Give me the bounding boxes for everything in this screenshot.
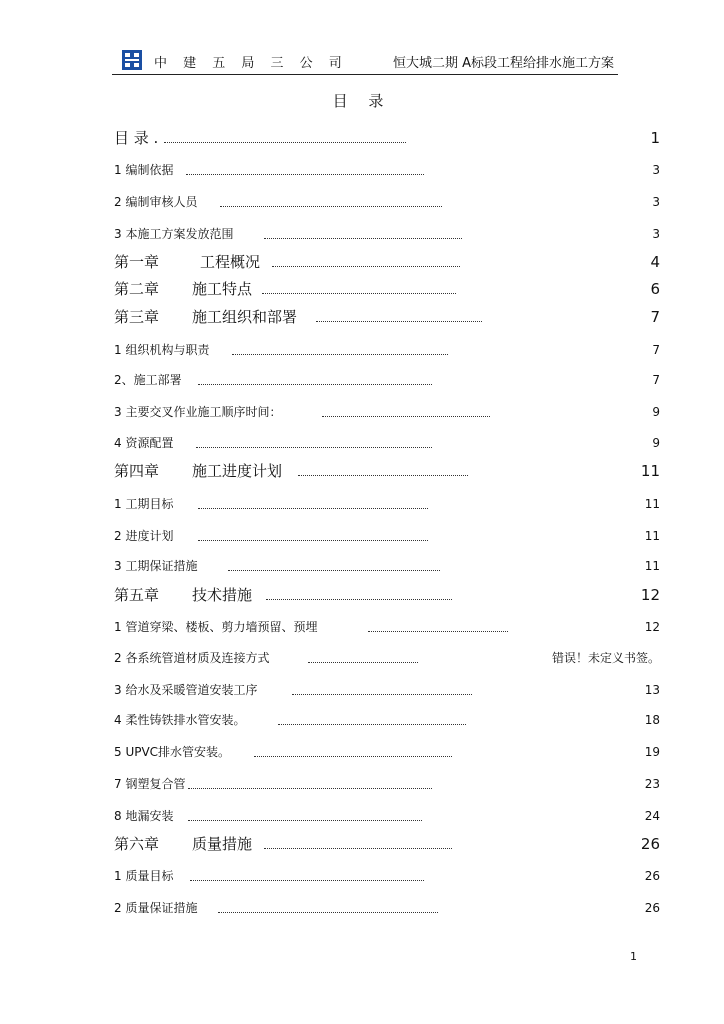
toc-entry[interactable] <box>114 556 660 576</box>
toc-entry[interactable] <box>114 806 660 826</box>
toc-chapter-label: 第三章 <box>114 308 160 326</box>
toc-page-number: 18 <box>644 713 660 727</box>
toc-entry[interactable] <box>114 224 660 244</box>
page-number: 1 <box>630 950 637 963</box>
toc-page-number: 4 <box>650 253 660 271</box>
toc-entry-title: 1 组织机构与职责 <box>114 343 210 357</box>
toc-dot-leader <box>218 912 438 913</box>
toc-page-number: 错误！未定义书签。 <box>551 651 660 665</box>
toc-page-number: 1 <box>650 129 660 147</box>
toc-dot-leader <box>188 788 432 789</box>
toc-page-number: 19 <box>644 745 660 759</box>
project-name: 恒大城二期 A标段工程给排水施工方案 <box>392 56 614 71</box>
toc-entry-title: 施工特点 <box>192 280 253 298</box>
toc-entry-heading <box>114 307 297 327</box>
toc-entry-title: 1 工期目标 <box>114 497 174 511</box>
toc-entry-heading <box>114 252 260 272</box>
toc-entry-title: 3 给水及采暖管道安装工序 <box>114 683 258 697</box>
toc-page-number: 26 <box>640 835 660 853</box>
toc-dot-leader <box>220 206 442 207</box>
toc-page-number: 9 <box>652 436 660 450</box>
toc-entry[interactable] <box>114 585 660 605</box>
toc-page-number: 12 <box>640 586 660 604</box>
toc-entry[interactable] <box>114 774 660 794</box>
toc-dot-leader <box>188 820 422 821</box>
toc-page-number: 3 <box>652 163 660 177</box>
toc-entry-title: 1 管道穿梁、楼板、剪力墙预留、预埋 <box>114 620 318 634</box>
toc-entry-title: 目 录 . <box>114 129 159 147</box>
toc-entry[interactable] <box>114 340 660 360</box>
toc-entry-title: 2 各系统管道材质及连接方式 <box>114 651 270 665</box>
toc-entry[interactable] <box>114 680 660 700</box>
toc-entry-heading <box>114 834 252 854</box>
toc-page-number: 12 <box>644 620 660 634</box>
toc-entry[interactable] <box>114 526 660 546</box>
toc-dot-leader <box>198 384 432 385</box>
toc-entry[interactable] <box>114 279 660 299</box>
toc-dot-leader <box>190 880 424 881</box>
toc-entry-title: 质量措施 <box>192 835 253 853</box>
toc-entry-title: 工程概况 <box>200 253 261 271</box>
toc-page-number: 7 <box>652 373 660 387</box>
toc-entry-title: 施工组织和部署 <box>192 308 298 326</box>
toc-entry-title: 5 UPVC排水管安装。 <box>114 745 231 759</box>
toc-page-number: 23 <box>644 777 660 791</box>
toc-entry[interactable] <box>114 494 660 514</box>
toc-entry-heading <box>114 585 252 605</box>
toc-dot-leader <box>264 848 452 849</box>
toc-dot-leader <box>198 540 428 541</box>
toc-entry[interactable] <box>114 461 660 481</box>
page-header <box>112 46 618 76</box>
toc-page-number: 3 <box>652 195 660 209</box>
toc-entry-title: 7 钢塑复合管 <box>114 777 186 791</box>
toc-dot-leader <box>198 508 428 509</box>
toc-entry[interactable] <box>114 617 660 637</box>
toc-entry-title: 2、施工部署 <box>114 373 182 387</box>
toc-entry-title: 4 柔性铸铁排水管安装。 <box>114 713 246 727</box>
toc-page-number: 26 <box>644 869 660 883</box>
toc-entry-title: 施工进度计划 <box>192 462 283 480</box>
toc-page-number: 24 <box>644 809 660 823</box>
cscec-logo-icon <box>122 50 142 70</box>
toc-entry[interactable] <box>114 742 660 762</box>
toc-entry-title: 1 编制依据 <box>114 163 174 177</box>
toc-dot-leader <box>232 354 448 355</box>
toc-dot-leader <box>278 724 466 725</box>
toc-entry[interactable] <box>114 192 660 212</box>
toc-dot-leader <box>266 599 452 600</box>
toc-entry-heading <box>114 461 282 481</box>
toc-entry[interactable] <box>114 710 660 730</box>
toc-entry-title: 技术措施 <box>192 586 253 604</box>
toc-page-number: 6 <box>650 280 660 298</box>
toc-entry[interactable] <box>114 433 660 453</box>
toc-page-number: 26 <box>644 901 660 915</box>
toc-dot-leader <box>272 266 460 267</box>
toc-dot-leader <box>292 694 472 695</box>
toc-entry-title: 2 进度计划 <box>114 529 174 543</box>
header-rule <box>112 74 618 75</box>
toc-page-number: 11 <box>644 559 660 573</box>
toc-page-number: 11 <box>640 462 660 480</box>
toc-page-number: 11 <box>644 529 660 543</box>
page-title: 目 录 <box>332 92 392 110</box>
company-name: 中 建 五 局 三 公 司 <box>154 56 348 71</box>
toc-page-number: 7 <box>650 308 660 326</box>
toc-chapter-label: 第六章 <box>114 835 160 853</box>
toc-entry[interactable] <box>114 402 660 422</box>
toc-entry[interactable] <box>114 898 660 918</box>
toc-dot-leader <box>322 416 490 417</box>
toc-dot-leader <box>228 570 440 571</box>
toc-entry[interactable] <box>114 128 660 148</box>
toc-entry-title: 3 工期保证措施 <box>114 559 198 573</box>
toc-entry-title: 3 本施工方案发放范围 <box>114 227 234 241</box>
toc-entry[interactable] <box>114 648 660 668</box>
toc-dot-leader <box>298 475 468 476</box>
toc-page-number: 11 <box>644 497 660 511</box>
toc-chapter-label: 第二章 <box>114 280 160 298</box>
toc-dot-leader <box>164 142 406 143</box>
toc-chapter-label: 第一章 <box>114 253 160 271</box>
toc-entry-title: 1 质量目标 <box>114 869 174 883</box>
toc-entry-title: 2 编制审核人员 <box>114 195 198 209</box>
toc-page-number: 7 <box>652 343 660 357</box>
toc-dot-leader <box>196 447 432 448</box>
toc-chapter-label: 第五章 <box>114 586 160 604</box>
toc-dot-leader <box>254 756 452 757</box>
toc-entry[interactable] <box>114 370 660 390</box>
toc-entry-title: 8 地漏安装 <box>114 809 174 823</box>
toc-page-number: 3 <box>652 227 660 241</box>
toc-entry[interactable] <box>114 160 660 180</box>
toc-entry-title: 4 资源配置 <box>114 436 174 450</box>
toc-dot-leader <box>308 662 418 663</box>
toc-dot-leader <box>264 238 462 239</box>
toc-entry[interactable] <box>114 834 660 854</box>
toc-entry[interactable] <box>114 252 660 272</box>
toc-page-number: 9 <box>652 405 660 419</box>
toc-dot-leader <box>368 631 508 632</box>
toc-dot-leader <box>186 174 424 175</box>
toc-entry[interactable] <box>114 866 660 886</box>
toc-chapter-label: 第四章 <box>114 462 160 480</box>
toc-entry-title: 2 质量保证措施 <box>114 901 198 915</box>
toc-entry-title: 3 主要交叉作业施工顺序时间： <box>114 405 282 419</box>
toc-entry-heading <box>114 279 252 299</box>
toc-dot-leader <box>316 321 482 322</box>
toc-entry[interactable] <box>114 307 660 327</box>
toc-page-number: 13 <box>644 683 660 697</box>
toc-dot-leader <box>262 293 456 294</box>
